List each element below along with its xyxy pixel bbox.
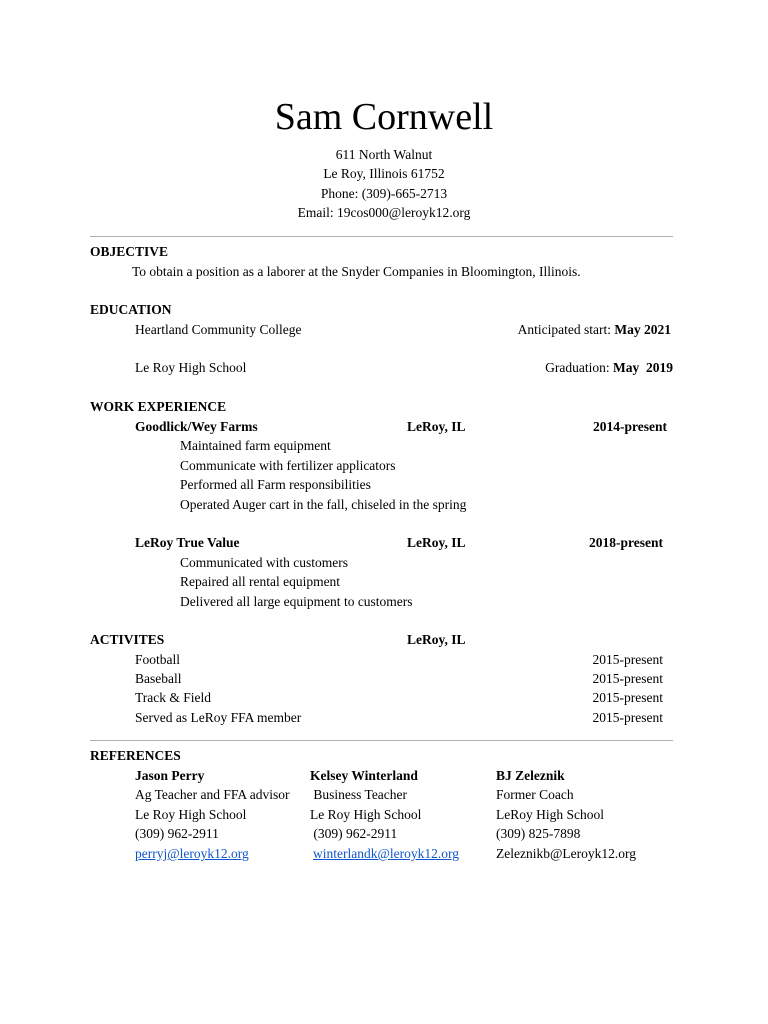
job-duty: Maintained farm equipment [180,438,331,453]
job-employer: Goodlick/Wey Farms [135,419,258,434]
job-dates: 2014-present [593,419,667,434]
job-duty: Repaired all rental equipment [180,574,341,589]
activity-name: Track & Field [135,690,212,705]
activity-dates: 2015-present [592,652,663,667]
activity-name: Football [135,652,181,667]
education-heading: EDUCATION [90,302,172,317]
activity-dates: 2015-present [592,710,663,725]
phone-line: Phone: (309)-665-2713 [320,186,448,201]
reference-name: BJ Zeleznik [496,768,565,783]
objective-text: To obtain a position as a laborer at the Snyder Companies in Bloomington, Illinois. [132,264,581,279]
objective-heading: OBJECTIVE [90,244,169,259]
reference-org: Le Roy High School [310,807,422,822]
job-duty: Communicate with fertilizer applicators [180,458,396,473]
header-divider [90,236,673,237]
reference-name: Kelsey Winterland [310,768,418,783]
education-school: Heartland Community College [135,322,302,337]
address-line-2: Le Roy, Illinois 61752 [323,166,445,181]
job-duty: Delivered all large equipment to customers [180,594,413,609]
education-school: Le Roy High School [135,360,247,375]
applicant-name: Sam Cornwell [274,96,494,138]
job-duty: Performed all Farm responsibilities [180,477,371,492]
reference-role: Former Coach [496,787,574,802]
job-duty: Operated Auger cart in the fall, chiseled in the spring [180,497,467,512]
reference-name: Jason Perry [135,768,205,783]
job-duty: Communicated with customers [180,555,348,570]
reference-email-link[interactable]: winterlandk@leroyk12.org [313,846,460,861]
activity-dates: 2015-present [592,671,663,686]
activity-name: Served as LeRoy FFA member [135,710,302,725]
activity-dates: 2015-present [592,690,663,705]
reference-phone: (309) 962-2911 [135,826,219,841]
reference-org: Le Roy High School [135,807,247,822]
education-date: Graduation: May 2019 [545,360,673,375]
job-location: LeRoy, IL [407,535,466,550]
reference-org: LeRoy High School [496,807,604,822]
activity-name: Baseball [135,671,182,686]
education-date: Anticipated start: May 2021 [517,322,671,337]
work-heading: WORK EXPERIENCE [90,399,227,414]
job-employer: LeRoy True Value [135,535,240,550]
reference-email-link[interactable]: perryj@leroyk12.org [135,846,249,861]
references-heading: REFERENCES [90,748,181,763]
reference-role: Ag Teacher and FFA advisor [135,787,290,802]
activities-location: LeRoy, IL [407,632,466,647]
references-divider [90,740,673,741]
job-dates: 2018-present [589,535,663,550]
reference-email: Zeleznikb@Leroyk12.org [496,846,637,861]
job-location: LeRoy, IL [407,419,466,434]
reference-phone: (309) 825-7898 [496,826,581,841]
reference-phone: (309) 962-2911 [310,826,398,841]
activities-heading: ACTIVITES [90,632,165,647]
reference-role: Business Teacher [310,787,408,802]
email-line: Email: 19cos000@leroyk12.org [297,205,471,220]
address-line-1: 611 North Walnut [335,147,433,162]
